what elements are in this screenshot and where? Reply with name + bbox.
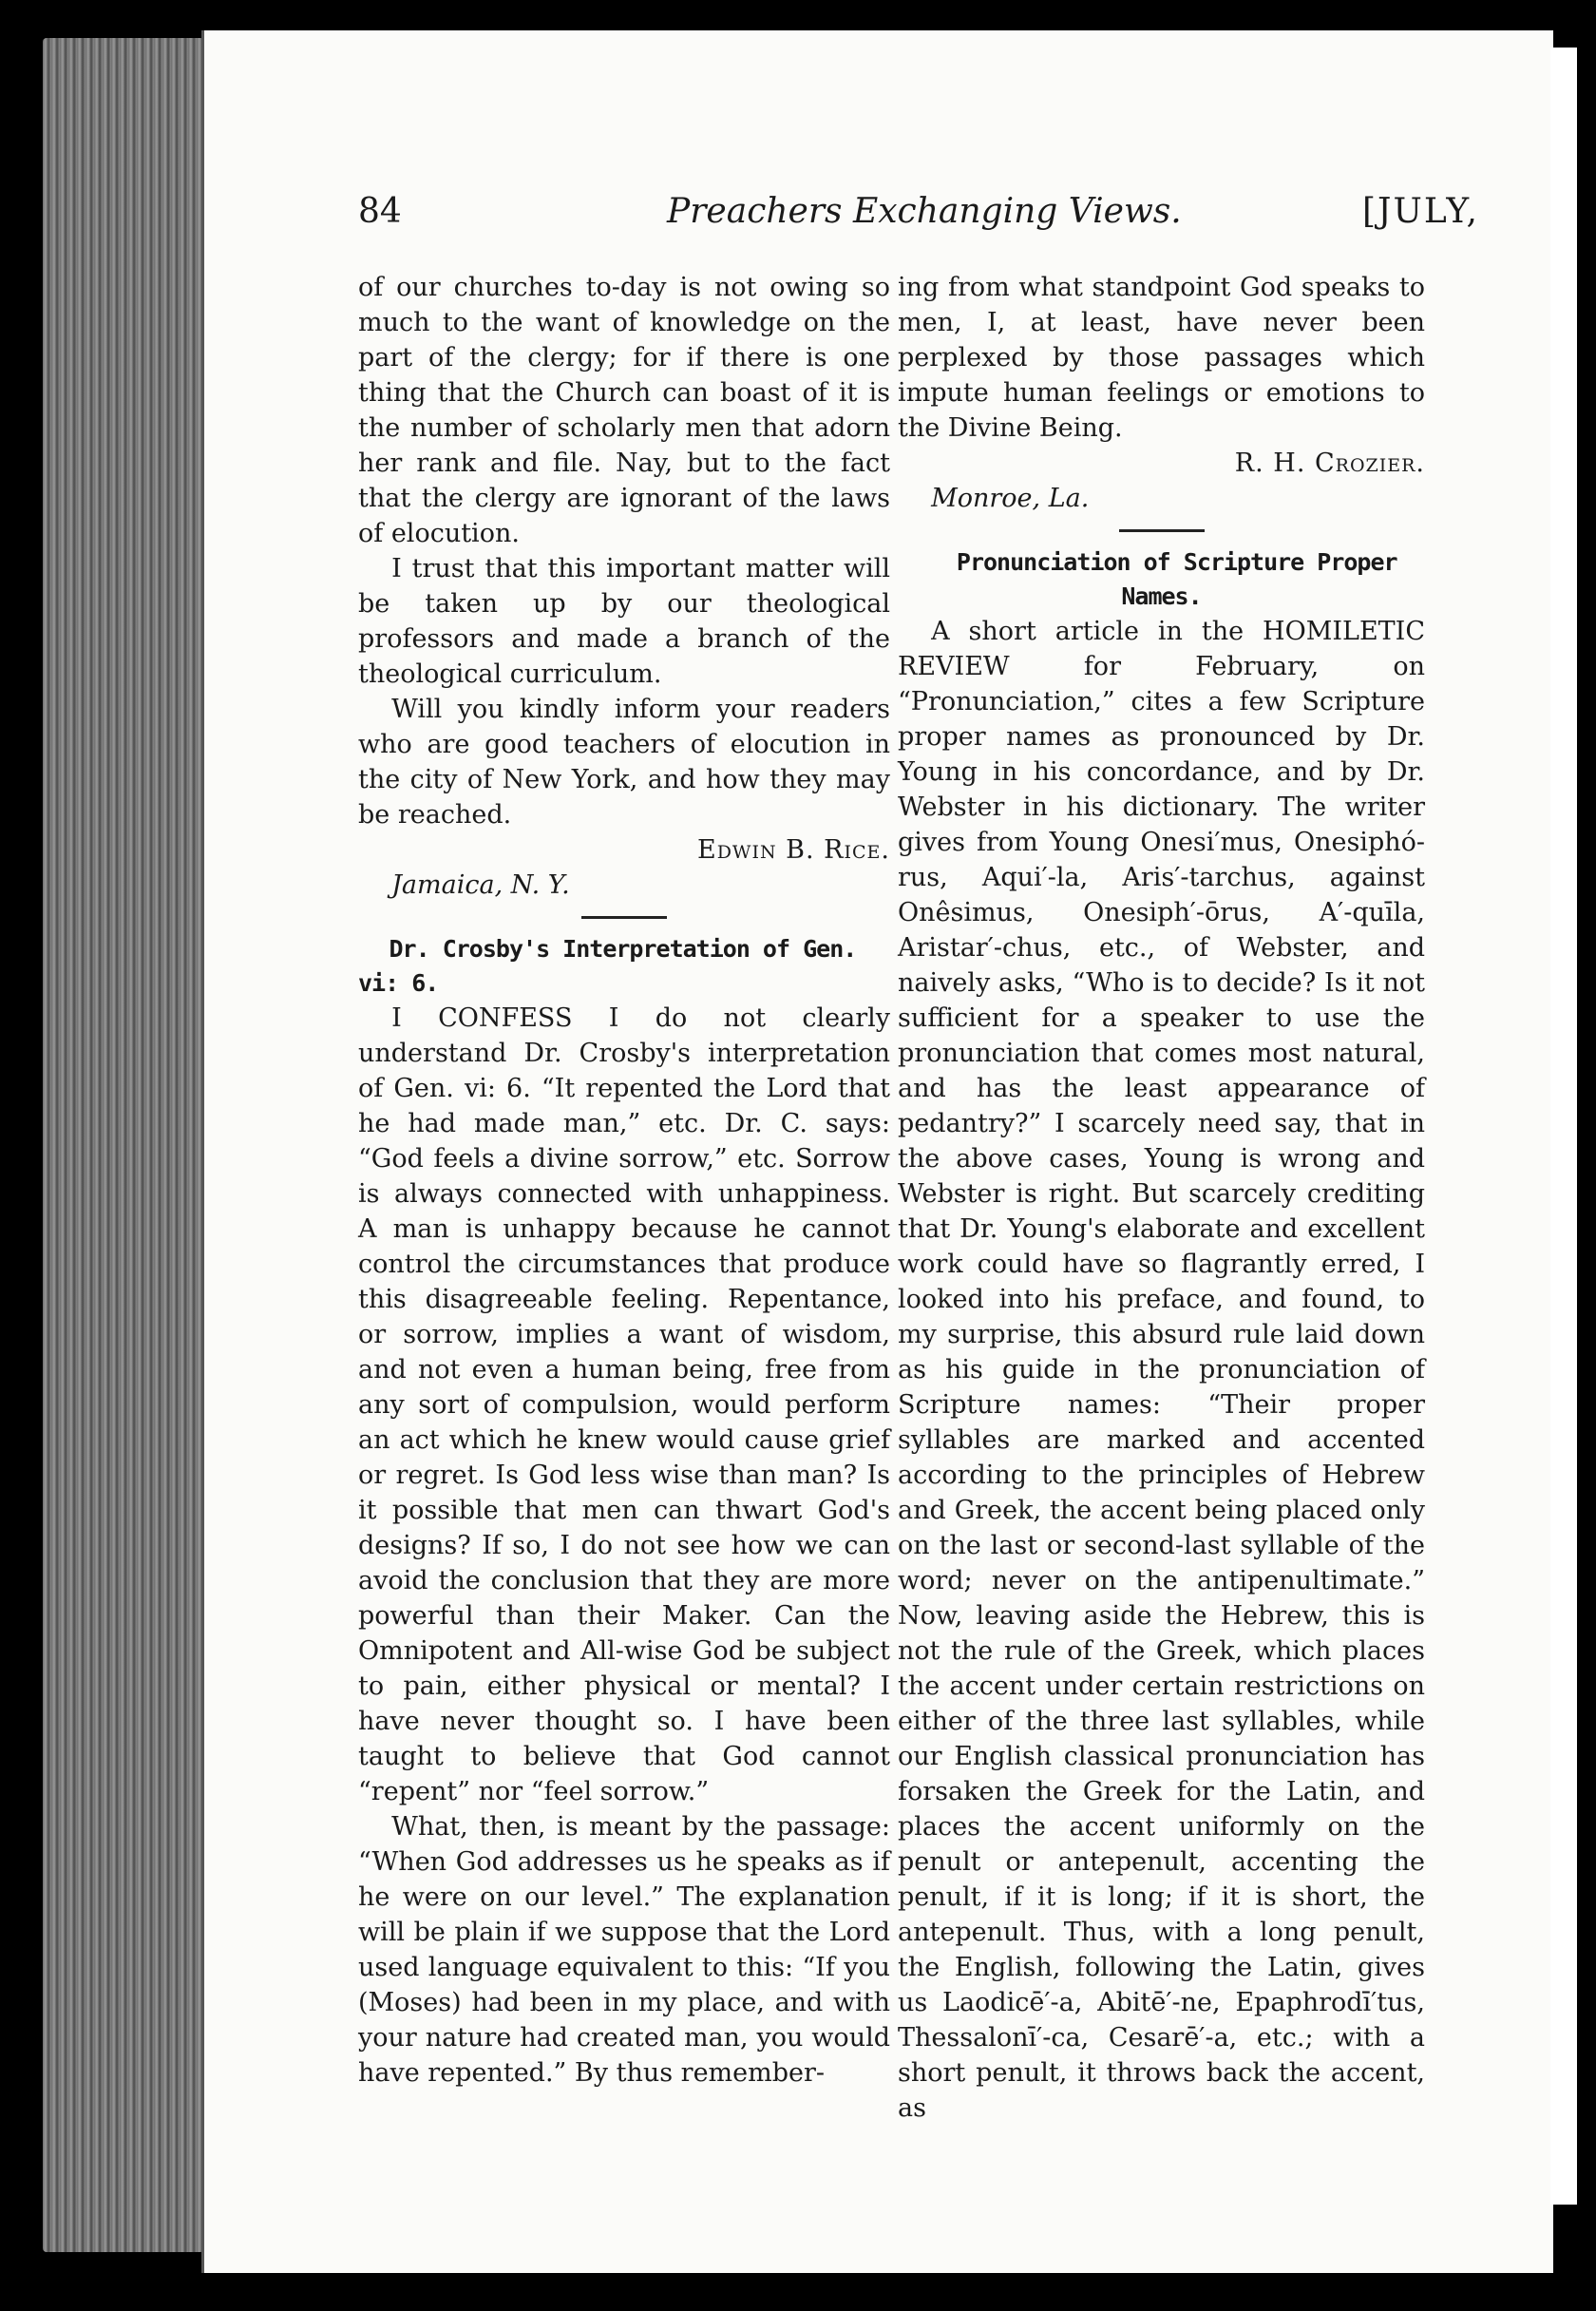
paragraph: I CONFESS I do not clearly understand Dr. Crosby's interpretation of Gen. vi: 6. “It repented the Lord that he had made man,” etc. Dr. C. says: “God feels a divine sorrow,” etc. Sorrow is always connected with unhappiness. A man is unhappy because he cannot control the circumstances that produce this disagreeable feeling. Repentance, or sorrow, implies a want of wisdom, and not even a human being, free from any sort of compulsion, would perform an act which he knew would cause grief or regret. Is God less wise than man? Is it possible that men can thwart God's designs? If so, I do not see how we can avoid the conclusion that they are more powerful than their Maker. Can the Omnipotent and All-wise God be subject to pain, either physical or mental? I have never thought so. I have been taught to believe that God cannot “repent” nor “feel sorrow.” [358, 1003, 890, 1806]
right-column [898, 270, 1425, 2126]
paragraph: A short article in the HOMILETIC REVIEW for February, on “Pronunciation,” cites a few Scripture proper names as pronounced by Dr. Young in his concordance, and by Dr. Webster in his dictionary. The writer gives from Young Onesi′mus, Onesiphó-rus, Aqui′-la, Aris′-tarchus, against Onêsimus, Onesiph′-ōrus, A′-quīla, Aristar′-chus, etc., of Webster, and naively asks, “Who is to decide? Is it not sufficient for a speaker to use the pronunciation that comes most natural, and has the least appearance of pedantry?” I scarcely need say, that in the above cases, Young is wrong and Webster is right. But scarcely crediting that Dr. Young's elaborate and excellent work could have so flagrantly erred, I looked into his preface, and found, to my surprise, this absurd rule laid down as his guide in the pronunciation of Scripture names: “Their proper syllables are marked and accented according to the principles of Hebrew and Greek, the accent being placed only on the last or second-last syllable of the word; never on the antipenultimate.” Now, leaving aside the Hebrew, this is not the rule of the Greek, which places the accent under certain restrictions on either of the three last syllables, while our English classical pronunciation has forsaken the Greek for the Latin, and places the accent uniformly on the penult or antepenult, accenting the penult, if it is long; if it is short, the antepenult. Thus, with a long penult, the English, following the Latin, gives us Laodicē′-a, Abitē′-ne, Epaphrodī′tus, Thessalonī′-ca, Cesarē′-a, etc.; with a short penult, it throws back the accent, as [898, 617, 1425, 2123]
section-heading: Pronunciation of Scripture Proper Names. [956, 548, 1397, 610]
left-column [358, 270, 890, 2091]
signature: R. H. Crozier. [1234, 449, 1425, 478]
book-page [201, 30, 1553, 2273]
paragraph: of our churches to-day is not owing so much to the want of knowledge on the part of the clergy; for if there is one thing that the Church can boast of it is the number of scholarly men that adorn her rank and file. Nay, but to the fact that the clergy are ignorant of the laws of elocution. [358, 273, 890, 548]
place-line: Monroe, La. [931, 484, 1090, 513]
paragraph: I trust that this important matter will be taken up by our theological professors and made a branch of the theological curriculum. [358, 554, 890, 689]
paragraph: Will you kindly inform your readers who are good teachers of elocution in the city of New York, and how they may be reached. [358, 695, 890, 830]
paragraph: What, then, is meant by the passage: “When God addresses us he speaks as if he were on our level.” The explanation will be plain if we suppose that the Lord used language equivalent to this: “If you (Moses) had been in my place, and with your nature had created man, you would have repented.” By thus remember- [358, 1812, 890, 2088]
paragraph: ing from what standpoint God speaks to men, I, at least, have never been perplexed by those passages which impute human feelings or emotions to the Divine Being. [898, 273, 1425, 443]
signature: Edwin B. Rice. [696, 835, 890, 865]
running-title: Preachers Exchanging Views. [667, 192, 1182, 231]
page-edge-strip [1550, 48, 1577, 2205]
book-page-edges [43, 38, 204, 2252]
issue-label: [JULY, [1362, 192, 1479, 231]
section-heading: Dr. Crosby's Interpretation of Gen. vi: 6. [358, 935, 857, 997]
section-divider [1119, 529, 1205, 532]
section-divider [581, 916, 667, 919]
page-number: 84 [358, 192, 402, 231]
page-header [358, 192, 1479, 239]
place-line: Jamaica, N. Y. [391, 870, 570, 900]
